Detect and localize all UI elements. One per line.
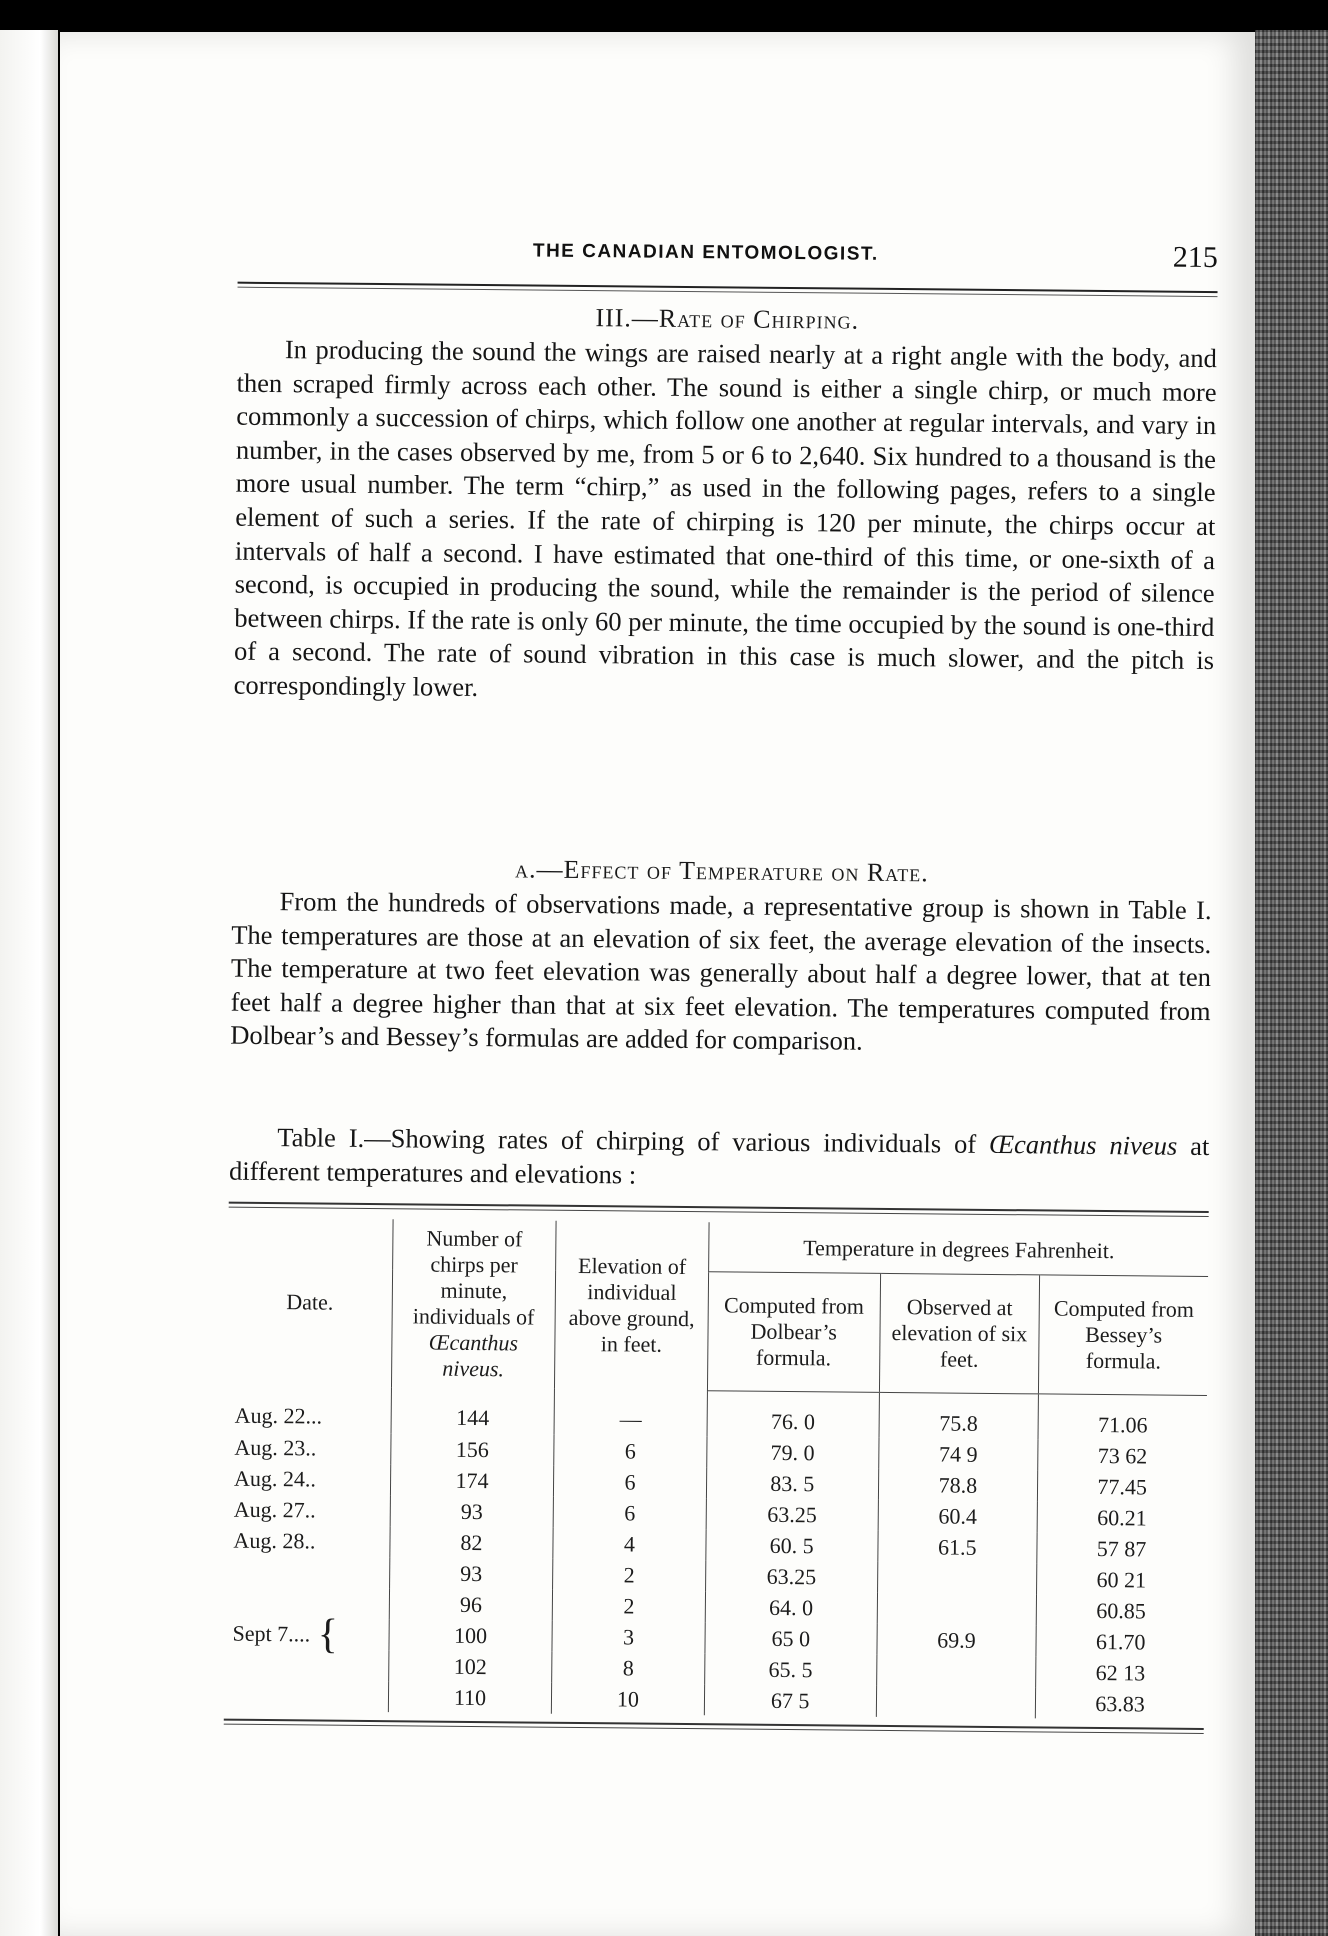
page-number: 215 [1172, 240, 1219, 275]
table-1 [224, 1202, 1209, 1734]
table-caption [229, 1121, 1210, 1198]
cell-elevation: 6 [553, 1496, 706, 1528]
cell-observed: 78.8 [878, 1468, 1038, 1501]
cell-dolbear: 65. 5 [705, 1653, 877, 1686]
cell-elevation: 8 [552, 1651, 705, 1683]
left-page-edge [0, 30, 58, 1936]
cell-elevation: 4 [553, 1527, 706, 1559]
table-caption-prefix: Table I.—Showing rates of chirping of various individuals of [277, 1122, 990, 1159]
cell-elevation: 6 [554, 1434, 707, 1466]
cell-bessey: 73 62 [1038, 1439, 1206, 1472]
header-elevation: Elevation of individual above ground, in feet. [554, 1221, 709, 1390]
cell-chirps: 93 [390, 1557, 553, 1590]
cell-bessey: 60 21 [1037, 1563, 1205, 1596]
cell-bessey: 63.83 [1036, 1687, 1204, 1720]
cell-elevation: 3 [552, 1620, 705, 1652]
cell-elevation: 2 [552, 1589, 705, 1621]
cell-chirps: 144 [391, 1387, 554, 1434]
cell-observed: 60.4 [878, 1499, 1038, 1532]
cell-observed-group [876, 1561, 1037, 1718]
header-date: Date. [286, 1289, 334, 1315]
cell-elevation: 10 [551, 1682, 704, 1714]
cell-observed: 75.8 [879, 1392, 1039, 1439]
cell-chirps: 82 [390, 1526, 553, 1559]
cell-dolbear: 65 0 [705, 1622, 877, 1655]
cell-elevation: 6 [553, 1465, 706, 1497]
cell-dolbear: 83. 5 [706, 1467, 878, 1500]
cell-dolbear: 64. 0 [705, 1591, 877, 1624]
cell-bessey: 60.21 [1037, 1501, 1205, 1534]
header-chirps-text: Number of chirps per minute, individuals of [412, 1225, 535, 1330]
cell-chirps: 110 [388, 1681, 551, 1714]
section-heading: III.—Rate of Chirping. [595, 303, 860, 335]
subsection-paragraph: From the hundreds of observations made, a representative group is shown in Table I. The temperatures are those at an elevation of six feet, the average elevation of the insects. The temperature at two feet elevation was generally about half a degree lower, that at ten feet half a degree higher than that at six feet elevation. The temperatures computed from Dolbear’s and Bessey’s formulas are added for comparison. [230, 886, 1212, 1057]
chirp-rate-table [224, 1218, 1209, 1720]
cell-bessey: 62 13 [1036, 1656, 1204, 1689]
header-chirps [391, 1219, 556, 1389]
cell-dolbear: 63.25 [706, 1498, 878, 1531]
cell-bessey: 61.70 [1036, 1625, 1204, 1658]
book-page [60, 32, 1255, 1936]
subsection-heading: a.—Effect of Temperature on Rate. [514, 854, 929, 888]
cell-date: Aug. 28.. [233, 1527, 316, 1553]
header-temperature-group: Temperature in degrees Fahrenheit. [709, 1222, 1209, 1277]
cell-bessey: 77.45 [1038, 1470, 1206, 1503]
cell-bessey: 71.06 [1038, 1393, 1207, 1440]
cell-date: Aug. 24.. [233, 1465, 317, 1491]
cell-dolbear: 60. 5 [706, 1529, 878, 1562]
cell-observed: 61.5 [877, 1530, 1037, 1563]
cell-date-group [224, 1555, 390, 1712]
table-bottom-rules [224, 1718, 1204, 1733]
header-computed-bessey: Computed from Bessey’s formula. [1039, 1275, 1208, 1395]
book-fore-edge [1255, 30, 1328, 1936]
group-brace-left: { [317, 1611, 339, 1658]
header-chirps-species: Œcanthus niveus. [428, 1329, 519, 1382]
cell-bessey: 57 87 [1037, 1532, 1205, 1565]
cell-chirps: 102 [389, 1650, 552, 1683]
cell-date: Aug. 22... [234, 1402, 323, 1429]
cell-chirps: 156 [391, 1433, 554, 1466]
page-header [238, 214, 1218, 279]
cell-chirps: 93 [390, 1495, 553, 1528]
cell-chirps: 174 [390, 1464, 553, 1497]
cell-dolbear: 79. 0 [707, 1436, 879, 1469]
cell-elevation: 2 [553, 1558, 706, 1590]
table-caption-species: Œcanthus niveus [988, 1128, 1178, 1161]
header-observed: Observed at elevation of six feet. [879, 1274, 1040, 1394]
cell-dolbear: 76. 0 [707, 1390, 879, 1437]
cell-chirps: 96 [389, 1588, 552, 1621]
header-computed-dolbear: Computed from Dolbear’s formula. [707, 1272, 880, 1392]
cell-elevation: — [554, 1389, 707, 1436]
cell-date: Aug. 23.. [234, 1434, 317, 1460]
section-paragraph: In producing the sound the wings are raised nearly at a right angle with the body, and then scraped firmly across each other. The sound is either a single chirp, or much more commonly a succession of chirps, which follow one another at regular intervals, and vary in number, in the cases observed by me, from 5 or 6 to 2,640. Six hundred to a thousand is the more usual number. The term “chirp,” as used in the following pages, refers to a single element of such a series. If the rate of chirping is 120 per minute, the chirps occur at intervals of half a second. I have estimated that one-third of this time, or one-sixth of a second, is occupied in producing the sound, while the remainder is the period of silence between chirps. If the rate is only 60 per minute, the time occupied by the sound is one-third of a second. The rate of sound vibration in this case is much slower, and the pitch is correspondingly lower. [233, 334, 1218, 702]
cell-dolbear: 67 5 [704, 1684, 876, 1717]
cell-bessey: 60.85 [1037, 1594, 1205, 1627]
running-head: THE CANADIAN ENTOMOLOGIST. [532, 240, 879, 265]
cell-observed: 74 9 [878, 1437, 1038, 1470]
cell-date: Sept 7.... [232, 1620, 311, 1646]
cell-chirps: 100 [389, 1619, 552, 1652]
page-content [142, 27, 1220, 1936]
table-caption-suffix: at different temperatures and elevations : [228, 1130, 1210, 1190]
cell-date: Aug. 27.. [233, 1496, 316, 1522]
cell-dolbear: 63.25 [706, 1560, 878, 1593]
cell-observed: 69.9 [937, 1626, 976, 1653]
